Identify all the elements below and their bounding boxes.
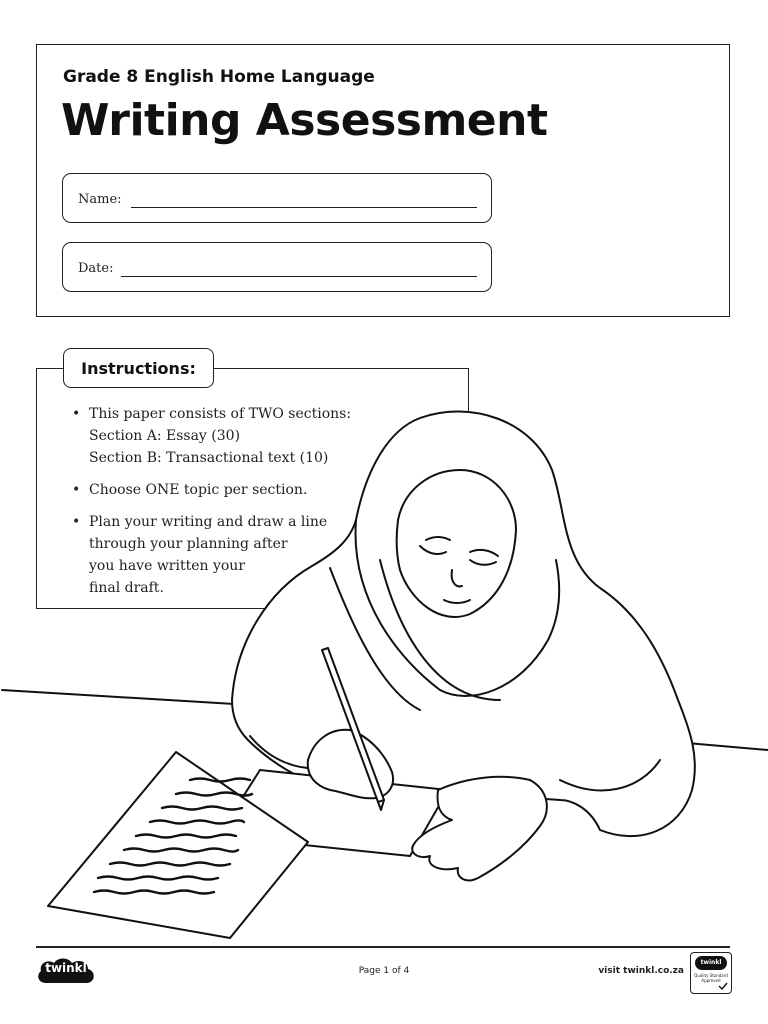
- instructions-list: [70, 403, 370, 609]
- twinkl-logo[interactable]: [36, 955, 96, 987]
- quality-badge: [690, 952, 732, 994]
- logo-text: twinkl: [45, 961, 87, 975]
- instruction-line: Section B: Transactional text (10): [89, 450, 329, 466]
- instruction-line: final draft.: [89, 580, 164, 596]
- check-icon: [718, 982, 728, 990]
- instruction-line: • Plan your writing and draw a line: [89, 514, 328, 530]
- subtitle: Grade 8 English Home Language: [63, 67, 375, 87]
- name-label: Name:: [78, 192, 122, 207]
- footer-divider: [36, 946, 730, 948]
- instruction-line: • Choose ONE topic per section.: [89, 482, 308, 498]
- instruction-line: Section A: Essay (30): [89, 428, 241, 444]
- instruction-line: you have written your: [89, 558, 246, 574]
- visit-link[interactable]: visit twinkl.co.za: [598, 966, 684, 976]
- list-item: [70, 403, 370, 469]
- date-label: Date:: [78, 261, 114, 276]
- page-title: Writing Assessment: [61, 95, 548, 146]
- page-number: Page 1 of 4: [358, 966, 410, 976]
- instructions-heading: Instructions:: [63, 348, 214, 388]
- list-item: [70, 511, 370, 599]
- list-item: [70, 479, 370, 501]
- instruction-line: • This paper consists of TWO sections:: [89, 406, 352, 422]
- badge-text: Quality Standard Approved: [694, 973, 728, 983]
- instruction-line: through your planning after: [89, 536, 288, 552]
- badge-brand: twinkl: [695, 956, 727, 970]
